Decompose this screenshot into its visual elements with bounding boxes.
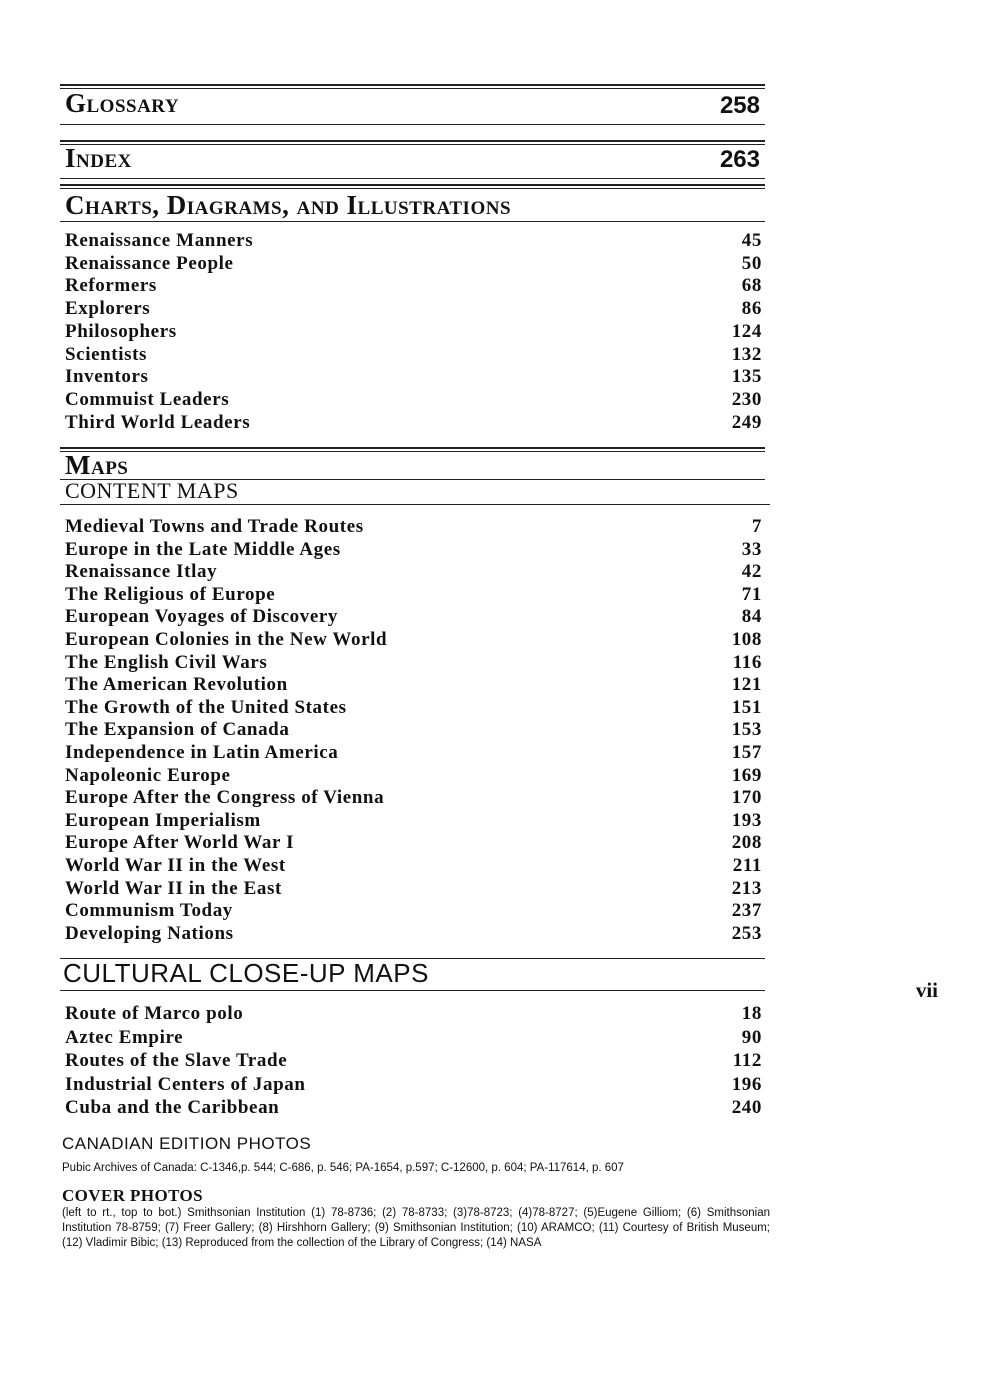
item-page: 170 — [731, 787, 762, 809]
item-page: 7 — [751, 516, 762, 537]
item-label: The American Revolution — [65, 674, 288, 696]
item-page: 208 — [731, 832, 762, 854]
list-item — [65, 321, 762, 344]
list-item — [65, 697, 762, 720]
list-item — [65, 719, 762, 742]
item-page: 196 — [731, 1073, 762, 1095]
item-page: 157 — [731, 741, 762, 763]
list-item — [65, 606, 762, 629]
item-page: 18 — [741, 1003, 762, 1024]
canadian-photos-title: CANADIAN EDITION PHOTOS — [62, 1134, 312, 1153]
list-item — [65, 584, 762, 607]
item-page: 112 — [732, 1050, 762, 1072]
charts-title: Charts, Diagrams, and Illustrations — [65, 190, 512, 220]
item-page: 213 — [731, 877, 762, 899]
rule-charts-bottom — [60, 221, 765, 222]
cultural-maps-list — [65, 1002, 762, 1120]
item-label: Industrial Centers of Japan — [65, 1073, 306, 1095]
list-item — [65, 855, 762, 878]
glossary-page: 258 — [719, 92, 760, 119]
item-page: 50 — [741, 252, 762, 274]
content-maps-title: CONTENT MAPS — [65, 478, 239, 503]
rule-index-top — [60, 140, 765, 145]
list-item — [65, 832, 762, 855]
cultural-maps-title: CULTURAL CLOSE-UP MAPS — [63, 958, 429, 988]
list-item — [65, 253, 762, 276]
item-label: Developing Nations — [65, 922, 234, 944]
item-label: Medieval Towns and Trade Routes — [65, 516, 364, 537]
page-number: vii — [915, 978, 938, 1002]
item-label: World War II in the East — [65, 877, 282, 899]
item-page: 135 — [731, 366, 762, 388]
list-item — [65, 742, 762, 765]
item-page: 116 — [732, 651, 762, 673]
item-page: 153 — [731, 719, 762, 741]
item-label: Aztec Empire — [65, 1026, 184, 1048]
item-label: Scientists — [65, 343, 147, 365]
rule-cultural-bottom — [60, 990, 765, 991]
item-label: The Growth of the United States — [65, 696, 347, 718]
item-label: European Colonies in the New World — [65, 628, 388, 650]
item-page: 45 — [741, 230, 762, 251]
item-label: Philosophers — [65, 320, 177, 342]
item-label: Renaissance Itlay — [65, 561, 218, 583]
list-item — [65, 366, 762, 389]
list-item — [65, 765, 762, 788]
item-page: 42 — [741, 561, 762, 583]
item-label: Explorers — [65, 298, 151, 320]
list-item — [65, 1096, 762, 1120]
list-item — [65, 516, 762, 539]
item-label: Europe After the Congress of Vienna — [65, 787, 385, 809]
list-item — [65, 787, 762, 810]
list-item — [65, 629, 762, 652]
content-maps-list — [65, 516, 762, 945]
list-item — [65, 230, 762, 253]
list-item — [65, 539, 762, 562]
maps-title: Maps — [65, 450, 129, 480]
item-page: 151 — [731, 696, 762, 718]
item-page: 240 — [731, 1097, 762, 1119]
list-item — [65, 878, 762, 901]
item-page: 86 — [741, 298, 762, 320]
item-label: European Imperialism — [65, 809, 261, 831]
cover-photos-text: (left to rt., top to bot.) Smithsonian Institution (1) 78-8736; (2) 78-8733; (3)78-8723; (4)78-8727; (5)Eugene Gilliom; (6) Smithsonian Institution 78-8759; (7) Freer Gallery; (8) Hirshhorn Gallery; (9) Smithsonian Institution; (10) ARAMCO; (11) Courtesy of British Museum; (12) Vladimir Bibic; (13) Reproduced from the collection of the Library of Congress; (14) NASA — [62, 1207, 770, 1249]
list-item — [65, 900, 762, 923]
item-label: Independence in Latin America — [65, 741, 339, 763]
item-label: World War II in the West — [65, 854, 286, 876]
list-item — [65, 344, 762, 367]
list-item — [65, 1026, 762, 1050]
list-item — [65, 389, 762, 412]
rule-index-bottom — [60, 178, 765, 179]
list-item — [65, 923, 762, 946]
item-label: Renaissance People — [65, 252, 234, 274]
item-page: 124 — [731, 320, 762, 342]
item-page: 211 — [732, 854, 762, 876]
item-label: European Voyages of Discovery — [65, 606, 339, 628]
item-label: Inventors — [65, 366, 149, 388]
list-item — [65, 652, 762, 675]
item-page: 193 — [731, 809, 762, 831]
item-page: 71 — [741, 583, 762, 605]
item-page: 108 — [731, 628, 762, 650]
item-label: Third World Leaders — [65, 411, 251, 433]
item-page: 33 — [741, 538, 762, 560]
item-label: Routes of the Slave Trade — [65, 1050, 288, 1072]
list-item — [65, 298, 762, 321]
item-label: Commuist Leaders — [65, 388, 230, 410]
list-item — [65, 1002, 762, 1026]
item-page: 249 — [731, 411, 762, 433]
item-label: Napoleonic Europe — [65, 764, 231, 786]
index-page: 263 — [719, 146, 760, 173]
list-item — [65, 674, 762, 697]
item-label: Communism Today — [65, 900, 233, 922]
item-page: 121 — [731, 674, 762, 696]
item-label: The English Civil Wars — [65, 651, 268, 673]
rule-content-maps — [60, 504, 770, 505]
list-item — [65, 1049, 762, 1073]
item-label: Route of Marco polo — [65, 1003, 244, 1024]
item-page: 84 — [741, 606, 762, 628]
item-label: The Expansion of Canada — [65, 719, 290, 741]
list-item — [65, 275, 762, 298]
list-item — [65, 412, 762, 435]
list-item — [65, 561, 762, 584]
rule-charts-top — [60, 184, 765, 189]
item-label: The Religious of Europe — [65, 583, 276, 605]
list-item — [65, 1073, 762, 1097]
item-page: 237 — [731, 900, 762, 922]
item-page: 169 — [731, 764, 762, 786]
item-label: Cuba and the Caribbean — [65, 1097, 280, 1119]
item-page: 132 — [731, 343, 762, 365]
cover-photos-title: COVER PHOTOS — [62, 1186, 203, 1205]
list-item — [65, 810, 762, 833]
item-label: Europe in the Late Middle Ages — [65, 538, 341, 560]
rule-maps-top — [60, 447, 765, 452]
canadian-photos-text: Pubic Archives of Canada: C-1346,p. 544; C-686, p. 546; PA-1654, p.597; C-12600, p. 604; PA-117614, p. 607 — [62, 1162, 624, 1174]
rule-glossary-bottom — [60, 124, 765, 125]
item-page: 68 — [741, 275, 762, 297]
item-page: 253 — [731, 922, 762, 944]
index-title: Index — [65, 143, 132, 173]
charts-list — [65, 230, 762, 434]
item-label: Europe After World War I — [65, 832, 295, 854]
item-page: 230 — [731, 388, 762, 410]
glossary-title: Glossary — [65, 88, 180, 118]
item-page: 90 — [741, 1026, 762, 1048]
item-label: Renaissance Manners — [65, 230, 254, 251]
item-label: Reformers — [65, 275, 157, 297]
